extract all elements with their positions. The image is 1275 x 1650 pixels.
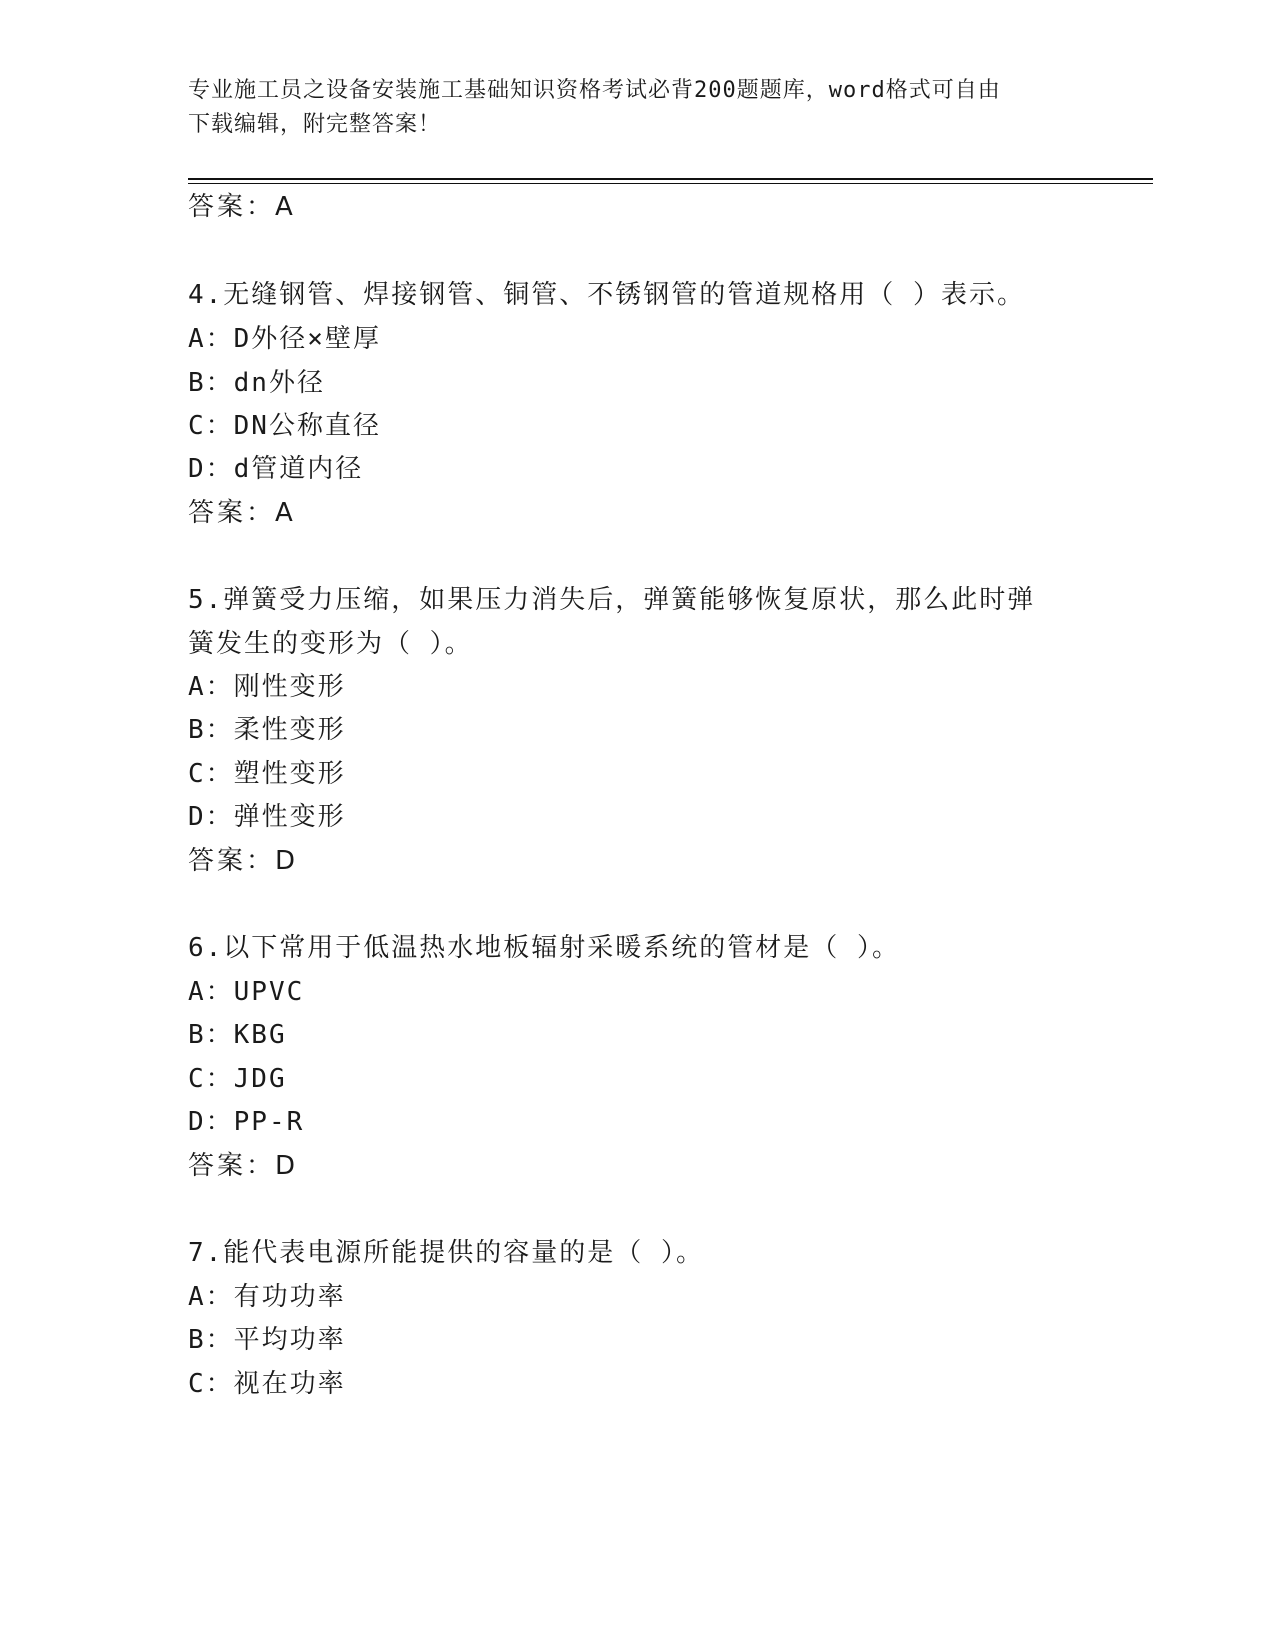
header-divider-thin (188, 183, 1153, 184)
question-7-option-a: A：有功功率 (188, 1282, 346, 1312)
question-7-option-b: B：平均功率 (188, 1325, 346, 1355)
question-4-answer: 答案：A (188, 498, 296, 528)
question-5-option-a: A：刚性变形 (188, 672, 346, 702)
question-4-option-b: B：dn外径 (188, 368, 325, 398)
question-6-answer: 答案：D (188, 1151, 299, 1181)
question-7-stem: 7.能代表电源所能提供的容量的是（ ）。 (188, 1238, 704, 1268)
question-6-stem: 6.以下常用于低温热水地板辐射采暖系统的管材是（ ）。 (188, 933, 900, 963)
question-5-option-d: D：弹性变形 (188, 802, 346, 832)
question-5-stem-line-1: 5.弹簧受力压缩，如果压力消失后，弹簧能够恢复原状，那么此时弹 (188, 585, 1036, 615)
question-7-option-c: C：视在功率 (188, 1369, 346, 1399)
answer-prev: 答案：A (188, 192, 296, 222)
header-line-2: 下载编辑，附完整答案！ (188, 112, 442, 137)
question-4-option-a: A：D外径×壁厚 (188, 324, 381, 354)
document-header (188, 74, 1088, 142)
question-4-option-c: C：DN公称直径 (188, 411, 381, 441)
question-4-stem: 4.无缝钢管、焊接钢管、铜管、不锈钢管的管道规格用（ ）表示。 (188, 280, 1025, 310)
question-5-stem-line-2: 簧发生的变形为（ ）。 (188, 629, 473, 659)
question-5-answer: 答案：D (188, 846, 299, 876)
question-5-option-b: B：柔性变形 (188, 715, 346, 745)
question-4-option-d: D：d管道内径 (188, 454, 364, 484)
header-divider-thick (188, 178, 1153, 180)
question-6-option-d: D：PP-R (188, 1107, 305, 1137)
question-6-option-c: C：JDG (188, 1064, 287, 1094)
question-6-option-a: A：UPVC (188, 977, 305, 1007)
question-6-option-b: B：KBG (188, 1020, 287, 1050)
question-5-option-c: C：塑性变形 (188, 759, 346, 789)
header-line-1: 专业施工员之设备安装施工基础知识资格考试必背200题题库，word格式可自由 (188, 78, 1001, 103)
